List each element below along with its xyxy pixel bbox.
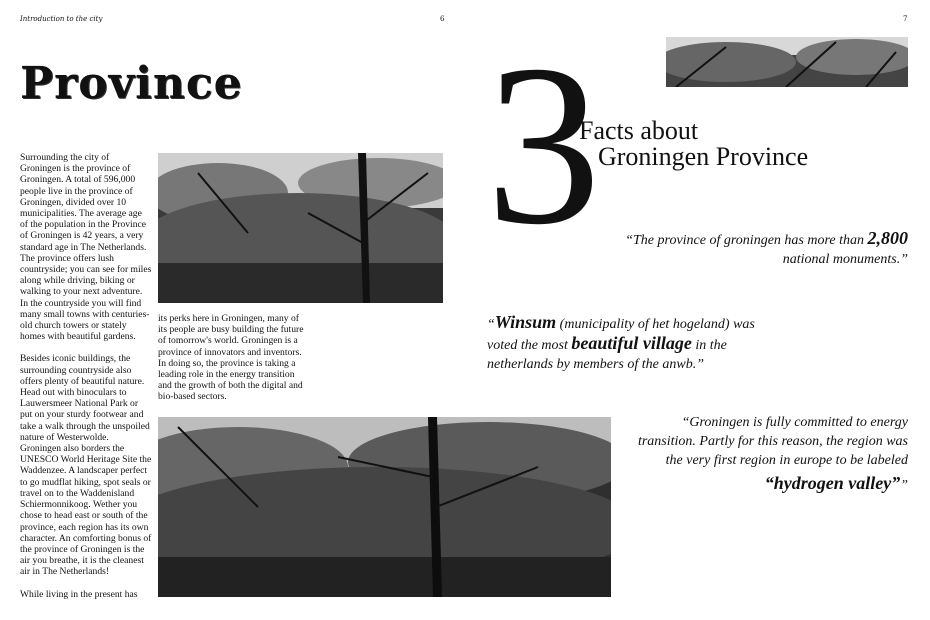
forest-photo-header xyxy=(666,37,908,87)
paragraph-3: While living in the present has xyxy=(20,588,138,600)
running-title: Introduction to the city xyxy=(20,15,103,23)
forest-photo-bottom xyxy=(158,417,611,597)
paragraph-2: Besides iconic buildings, the surrounding countryside also offers plenty of beautiful nature. Head out with binoculars to Lauwersmeer National Park or put on your sturdy footwear and take a walk through the unspoiled nature of Westerwolde. Groningen also borders the UNESCO World Heritage Site the Waddenzee. A landscaper perfect to go mudflat hiking, spot seals or travel on to the Waddenisland Schiermonnikoog. Wether you chose to head east or south of the province, each region has its own character. An comforting bonus of the province of Groningen is the air you breathe, it is the cleanest air in The Netherlands! xyxy=(20,353,152,578)
quote-hydrogen xyxy=(622,413,908,496)
quote-3-highlight: “hydrogen valley” xyxy=(764,473,901,493)
quote-3-text: “Groningen is fully committed to energy transition. Partly for this reason, the region was the very first region in europe to be labeled xyxy=(637,415,908,468)
facts-heading-line-2: Groningen Province xyxy=(598,142,809,171)
quote-1-highlight: 2,800 xyxy=(867,228,908,248)
paragraph-4: its perks here in Groningen, many of its people are busy building the future of tomorrow's world. Groningen is a province of innovators and inventors. In doing so, the province is taking a leading role in the energy transition and the growth of both the digital and bio-based sectors. xyxy=(158,313,304,403)
page-title: Province xyxy=(20,58,243,109)
paragraph-1: Surrounding the city of Groningen is the province of Groningen. A total of 596,000 people live in the province of Groningen, divided over 10 municipalities. The average age of the population in the Province of Groningen is 42 years, a very standard age in The Netherlands. The province offers lush countryside; you can see for miles along while driving, biking or walking to your next adventure. In the countryside you will find many small towns with centuries-old church towers or stately homes with beautiful gardens. xyxy=(20,152,152,343)
quote-3-close: ” xyxy=(900,478,908,493)
body-column-2 xyxy=(158,313,308,403)
forest-photo-top xyxy=(158,153,443,303)
facts-number: 3 xyxy=(486,17,601,272)
page-number-left: 6 xyxy=(440,15,445,23)
quote-2-text-b: in the netherlands by members of the anwb.” xyxy=(487,338,727,372)
facts-heading-line-1: Facts about xyxy=(579,116,699,145)
quote-2-highlight-2: beautiful village xyxy=(571,333,692,353)
quote-2-text-a: (municipality of het hogeland) was voted the most xyxy=(487,317,755,353)
quote-1-text-b: national monuments.” xyxy=(782,252,908,267)
quote-monuments xyxy=(600,229,908,269)
quote-winsum xyxy=(487,313,772,374)
body-column-1 xyxy=(20,152,152,600)
page-number-right: 7 xyxy=(903,15,908,23)
quote-2-open: “ xyxy=(487,317,495,332)
quote-2-highlight-1: Winsum xyxy=(494,312,557,332)
quote-1-text-a: “The province of groningen has more than xyxy=(625,233,868,248)
